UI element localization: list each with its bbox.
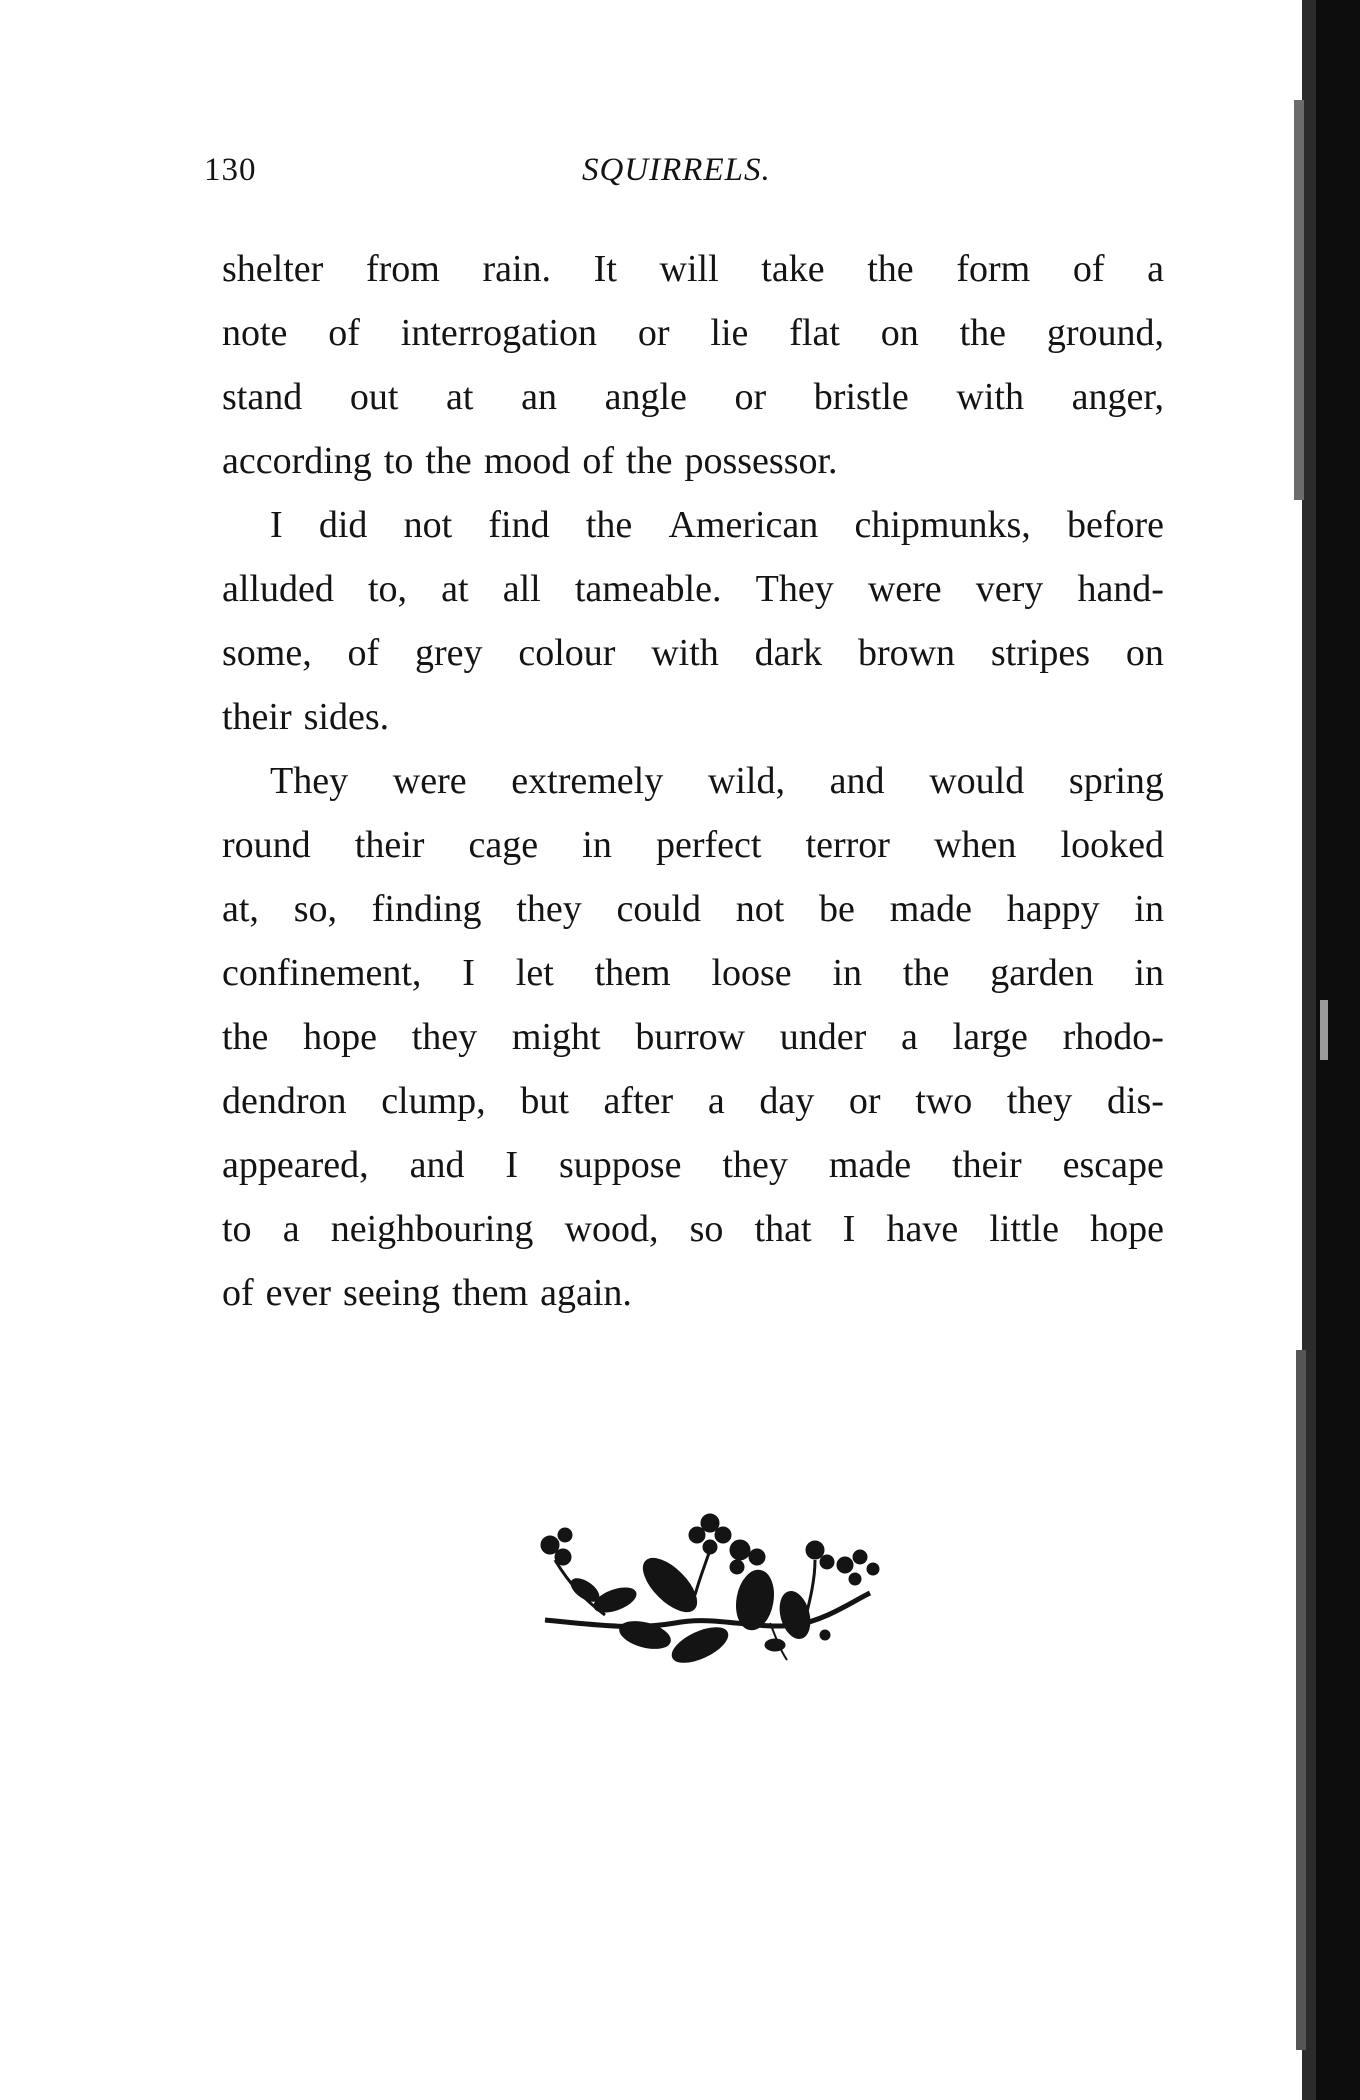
word: take [761,248,825,290]
word: extremely [511,760,664,802]
word: hand- [1077,568,1164,610]
word: after [603,1080,674,1122]
running-title: SQUIRRELS. [582,152,771,188]
word: all [502,568,541,610]
word: flat [789,312,840,354]
word: It [593,248,617,290]
word: escape [1062,1144,1164,1186]
word: from [365,248,440,290]
word: could [616,888,701,930]
word: wood, [564,1208,659,1250]
text-line [222,941,1164,1005]
word: not [403,504,453,546]
word: with [956,376,1024,418]
word: again. [540,1272,632,1314]
word: chipmunks, [854,504,1031,546]
word: loose [711,952,792,994]
word: they [722,1144,788,1186]
word: a [901,1016,918,1058]
word: they [1006,1080,1073,1122]
word: appeared, [222,1144,369,1186]
page-number: 130 [204,152,257,188]
word: under [779,1016,867,1058]
word: suppose [559,1144,682,1186]
word: sides. [303,696,390,738]
word: hope [1090,1208,1164,1250]
word: an [521,376,557,418]
word: hope [303,1016,378,1058]
word: mood [483,440,571,482]
word: they [411,1016,478,1058]
word: a [1147,248,1164,290]
word: would [929,760,1025,802]
word: interrogation [400,312,598,354]
word: made [828,1144,912,1186]
text-line [222,1069,1164,1133]
word: and [409,1144,465,1186]
word: I [842,1208,856,1250]
word: them [452,1272,529,1314]
word: confinement, [222,952,422,994]
word: were [867,568,942,610]
word: seeing [343,1272,441,1314]
word: them [594,952,671,994]
word: terror [805,824,890,866]
word: anger, [1071,376,1164,418]
word: of [222,1272,254,1314]
word: they [516,888,582,930]
word: alluded [222,568,334,610]
word: rain. [482,248,552,290]
word: little [989,1208,1059,1250]
word: wild, [707,760,785,802]
text-line [222,749,1164,813]
word: or [734,376,767,418]
word: neighbouring [330,1208,534,1250]
word: in [1134,888,1164,930]
word: to [222,1208,252,1250]
word: let [515,952,554,994]
word: perfect [655,824,762,866]
word: two [915,1080,973,1122]
word: the [902,952,950,994]
word: stand [222,376,303,418]
word: to, [367,568,408,610]
word: their [222,696,292,738]
word: note [222,312,288,354]
word: I [505,1144,519,1186]
text-line [222,621,1164,685]
word: the [867,248,914,290]
word: will [659,248,719,290]
word: made [889,888,972,930]
word: of [328,312,360,354]
word: with [651,632,719,674]
word: and [829,760,885,802]
word: before [1066,504,1164,546]
word: in [582,824,612,866]
text-line [222,1133,1164,1197]
floral-tailpiece-icon [525,1505,885,1675]
word: large [952,1016,1028,1058]
word: brown [857,632,956,674]
word: the [959,312,1006,354]
word: day [759,1080,815,1122]
word: cage [468,824,539,866]
text-line [222,1005,1164,1069]
word: but [520,1080,569,1122]
word: ever [265,1272,332,1314]
text-line [222,429,1164,493]
word: looked [1060,824,1164,866]
word: of [582,440,615,482]
word: American [668,504,819,546]
word: possessor. [684,440,838,482]
word: so, [293,888,337,930]
word: on [1125,632,1164,674]
word: form [956,248,1031,290]
word: did [318,504,368,546]
word: ground, [1046,312,1164,354]
word: at, [222,888,259,930]
word: a [707,1080,725,1122]
word: dark [754,632,823,674]
word: angle [604,376,687,418]
word: burrow [635,1016,746,1058]
word: the [626,440,673,482]
word: lie [710,312,749,354]
text-line [222,685,1164,749]
word: bristle [813,376,909,418]
word: They [270,760,349,802]
word: They [755,568,834,610]
word: in [832,952,863,994]
word: clump, [381,1080,486,1122]
text-line [222,1261,1164,1325]
word: some, [222,632,312,674]
word: dis- [1106,1080,1164,1122]
word: be [819,888,855,930]
word: dendron [222,1080,347,1122]
word: on [880,312,919,354]
word: or [848,1080,881,1122]
text-line [222,237,1164,301]
word: a [282,1208,300,1250]
word: shelter [222,248,324,290]
word: so [689,1208,724,1250]
word: happy [1006,888,1100,930]
word: of [347,632,380,674]
text-line [222,301,1164,365]
word: finding [371,888,482,930]
word: stripes [990,632,1091,674]
book-spine-edge [1280,0,1360,2100]
word: spring [1068,760,1164,802]
word: might [511,1016,601,1058]
word: their [354,824,425,866]
word: to [383,440,414,482]
word: their [952,1144,1022,1186]
word: in [1134,952,1164,994]
word: colour [518,632,616,674]
word: according [222,440,372,482]
word: at [441,568,469,610]
word: grey [415,632,483,674]
word: were [392,760,467,802]
word: the [585,504,633,546]
word: very [975,568,1044,610]
text-line [222,557,1164,621]
word: that [754,1208,812,1250]
word: rhodo- [1062,1016,1164,1058]
word: tameable. [574,568,722,610]
word: when [934,824,1017,866]
word: of [1072,248,1105,290]
body-text [222,237,1164,1325]
text-line [222,1197,1164,1261]
word: garden [990,952,1094,994]
word: I [462,952,475,994]
word: the [222,1016,269,1058]
word: find [488,504,550,546]
word: or [637,312,670,354]
text-line [222,365,1164,429]
word: at [446,376,474,418]
text-line [222,877,1164,941]
word: out [349,376,399,418]
word: I [270,504,283,546]
word: the [425,440,472,482]
word: round [222,824,311,866]
word: not [735,888,785,930]
text-line [222,813,1164,877]
text-line [222,493,1164,557]
word: have [886,1208,959,1250]
